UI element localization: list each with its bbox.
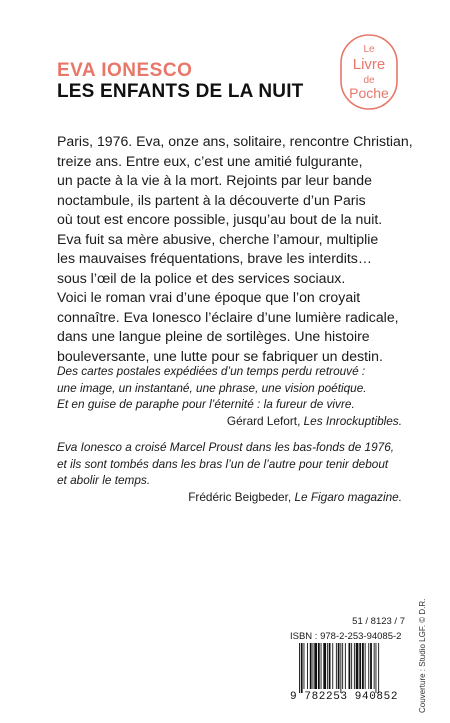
author-name: EVA IONESCO [57,60,193,81]
barcode-bar [327,643,328,689]
barcode-bar [345,643,346,689]
summary-line: les mauvaises fréquentations, brave les interdits… [57,250,372,266]
summary-line: Paris, 1976. Eva, onze ans, solitaire, rencontre Christian, [57,133,413,149]
barcode-bar [376,643,377,693]
barcode-bar [362,643,364,689]
barcode-bar [359,643,361,689]
barcode-bar [368,643,369,689]
summary-line: Voici le roman vrai d’une époque que l’on croyait [57,289,361,305]
quote-line: Des cartes postales expédiées d’un temps perdu retrouvé : [57,364,366,378]
barcode-bar [374,643,375,689]
quote-author: Frédéric Beigbeder, [188,489,295,504]
barcode-bar [356,643,359,689]
book-title: LES ENFANTS DE LA NUIT [57,81,304,102]
quote-line: et abolir le temps. [57,473,151,488]
barcode-bar [329,643,331,689]
barcode-bar [307,643,308,689]
summary-line: connaître. Eva Ionesco l’éclaire d’une lumière radicale, [57,308,399,325]
summary-line: treize ans. Entre eux, c’est une amitié fulgurante, [57,152,363,169]
barcode-bar [342,643,343,689]
summary-line: dans une langue pleine de sortilèges. Une histoire [57,328,370,344]
barcode-bar [310,643,312,689]
summary-line: un pacte à la vie à la mort. Rejoints par leur bande [57,172,372,188]
barcode-bar [370,643,372,689]
barcode-bar [301,643,303,693]
quote-source: Les Inrockuptibles. [303,413,402,428]
press-quote-beigbeder [57,439,402,505]
summary-line: noctambule, ils partent à la découverte d’un Paris [57,191,366,208]
barcode-bar [351,643,352,689]
cover-credit-text: Couverture : Studio LGF. © D.R. [418,598,427,713]
summary-line: sous l’œil de la police et des services sociaux. [57,269,346,286]
logo-text-le: Le [363,44,375,55]
quote-attribution [57,413,402,430]
quote-line: Et en guise de paraphe pour l’éternité : la fureur de vivre. [57,397,355,412]
cover-credit [418,563,428,723]
barcode-bar [354,643,355,689]
summary-text [57,132,413,366]
barcode-bar [332,643,333,689]
barcode-bar [304,643,305,689]
quote-line: Eva Ionesco a croisé Marcel Proust dans les bas-fonds de 1976, [57,440,395,454]
barcode-bar [318,643,320,689]
barcode-bar [365,643,366,689]
barcode-bar [338,643,340,689]
summary-line: où tout est encore possible, jusqu’au bout de la nuit. [57,211,383,227]
quote-attribution [57,489,402,506]
summary-line: bouleversante, une lutte pour se fabriquer un destin. [57,347,383,364]
barcode-bar [340,643,341,693]
logo-text-de: de [363,75,375,86]
barcode-bar [323,643,326,689]
barcode-bar [378,643,379,693]
logo-text-poche: Poche [349,85,389,101]
barcode-bar [299,643,300,693]
barcode-bar [321,643,322,689]
barcode-bar [349,643,351,689]
catalog-number: 51 / 8123 / 7 [352,616,405,627]
barcode-bar [313,643,314,689]
isbn: ISBN : 978-2-253-94085-2 [290,631,402,642]
quote-source: Le Figaro magazine. [294,489,402,504]
catalog-info [290,616,405,642]
quote-line: une image, un instantané, une phrase, une vision poétique. [57,380,367,395]
quote-author: Gérard Lefort, [226,413,304,428]
livre-de-poche-logo [340,34,398,110]
barcode [298,643,408,693]
press-quote-lefort [57,363,402,429]
logo-text-livre: Livre [352,56,386,73]
barcode-digits: 9 782253 940852 [290,691,399,703]
barcode-bar [336,643,337,689]
barcode-bar [314,643,317,689]
summary-line: Eva fuit sa mère abusive, cherche l’amour, multiplie [57,230,379,247]
quote-line: et ils sont tombés dans les bras l’un de l’autre pour tenir debout [57,456,389,471]
